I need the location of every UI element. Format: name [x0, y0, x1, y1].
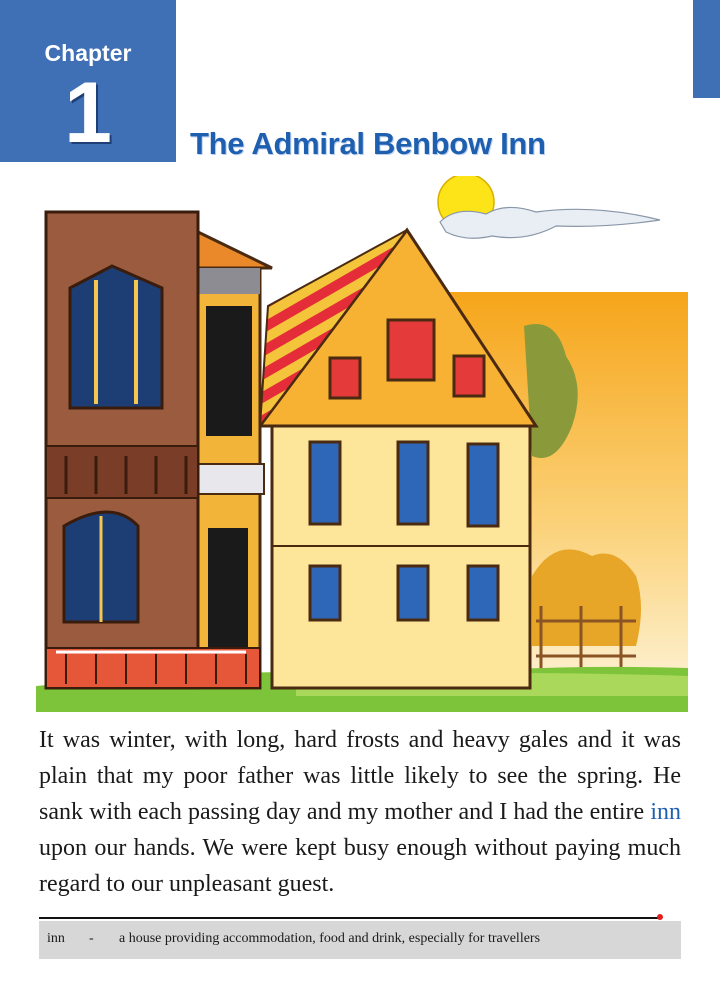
cloud — [440, 207, 660, 238]
story-text-before: It was winter, with long, hard frosts and heavy gales and it was plain that my poor father was little likely to see the spring. He sank with each passing day and my mother and I had the entire — [39, 727, 681, 825]
rule-red-dot — [657, 914, 663, 920]
glossary-separator: - — [89, 931, 94, 946]
chapter-word: Chapter — [44, 40, 132, 66]
glossary-term: inn — [47, 931, 65, 946]
chapter-number: 1 — [64, 65, 112, 161]
chapter-label-block — [0, 0, 176, 162]
footnote-rule — [39, 917, 661, 919]
story-highlight-word: inn — [650, 799, 681, 825]
porch — [46, 648, 260, 688]
story-text-after: upon our hands. We were kept busy enough without paying much regard to our unpleasant guest. — [39, 835, 681, 897]
glossary-definition: a house providing accommodation, food and drink, especially for travellers — [119, 931, 541, 946]
glossary-bar — [39, 921, 681, 959]
chapter-title: The Admiral Benbow Inn — [190, 126, 546, 161]
bush-right — [532, 549, 641, 646]
story-paragraph — [39, 722, 681, 902]
page-side-tab — [693, 0, 720, 98]
inn-illustration — [36, 176, 688, 712]
